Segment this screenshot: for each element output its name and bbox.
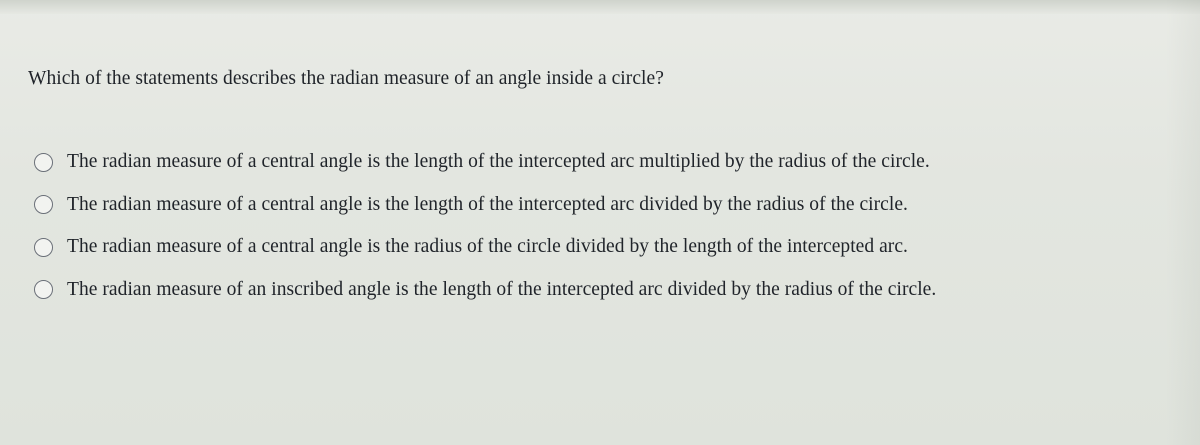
top-divider: [0, 0, 1200, 14]
right-edge-shadow: [1166, 0, 1200, 445]
answer-choices: [34, 141, 936, 311]
answer-choice-3[interactable]: [34, 226, 936, 269]
answer-choice-label[interactable]: The radian measure of a central angle is the length of the intercepted arc divided by the radius of the circle.: [67, 193, 908, 215]
radio-button-icon[interactable]: [34, 238, 53, 257]
radio-button-icon[interactable]: [34, 195, 53, 214]
answer-choice-2[interactable]: [34, 184, 936, 227]
answer-choice-label[interactable]: The radian measure of a central angle is the radius of the circle divided by the length of the intercepted arc.: [67, 236, 908, 258]
question-text: Which of the statements describes the radian measure of an angle inside a circle?: [28, 68, 664, 89]
answer-choice-label[interactable]: The radian measure of a central angle is the length of the intercepted arc multiplied by the radius of the circle.: [67, 151, 930, 173]
radio-button-icon[interactable]: [34, 280, 53, 299]
answer-choice-4[interactable]: [34, 269, 936, 312]
answer-choice-label[interactable]: The radian measure of an inscribed angle is the length of the intercepted arc divided by the radius of the circle.: [67, 278, 937, 300]
answer-choice-1[interactable]: [34, 141, 936, 184]
radio-button-icon[interactable]: [34, 153, 53, 172]
